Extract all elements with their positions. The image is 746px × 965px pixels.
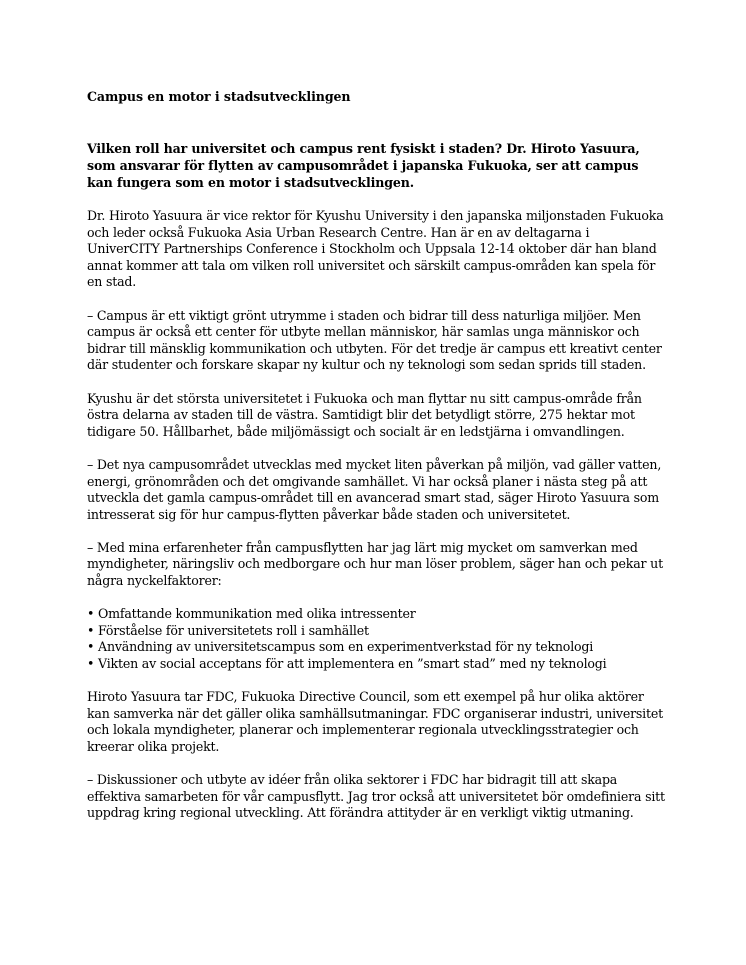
body-paragraph-4: – Det nya campusområdet utvecklas med mycket liten påverkan på miljön, vad gäller vatten, energi, grönområden och det omgivande samhället. Vi har också planer i nästa steg på att utveckla det gamla campus-området till en avancerad smart stad, säger Hiroto Yasuura som intresserat sig för hur campus-flytten påverkar både staden och universitetet. bbox=[87, 456, 662, 522]
body-paragraph-1: Dr. Hiroto Yasuura är vice rektor för Kyushu University i den japanska miljonstaden Fukuoka och leder också Fukuoka Asia Urban Research Centre. Han är en av deltagarna i UniverCITY Partnerships Conference i Stockholm och Uppsala 12-14 oktober där han bland annat kommer att tala om vilken roll universitet och särskilt campus-områden kan spela för en stad. bbox=[87, 208, 664, 290]
list-item: • Förståelse för universitetets roll i samhället bbox=[87, 623, 665, 640]
document-page bbox=[87, 88, 665, 839]
key-factors-list bbox=[87, 606, 665, 672]
list-item: • Vikten av social acceptans för att implementera en ”smart stad” med ny teknologi bbox=[87, 656, 665, 673]
body-paragraph-7: – Diskussioner och utbyte av idéer från olika sektorer i FDC har bidragit till att skapa effektiva samarbeten för vår campusflytt. Jag tror också att universitetet bör omdefiniera sitt uppdrag kring regional utveckling. Att förändra attityder är en verkligt viktig utmaning. bbox=[87, 772, 665, 821]
list-item: • Omfattande kommunikation med olika intressenter bbox=[87, 606, 665, 623]
body-paragraph-3: Kyushu är det största universitetet i Fukuoka och man flyttar nu sitt campus-område från östra delarna av staden till de västra. Samtidigt blir det betydligt större, 275 hektar mot tidigare 50. Hållbarhet, både miljömässigt och socialt är en ledstjärna i omvandlingen. bbox=[87, 390, 642, 439]
body-paragraph-6: Hiroto Yasuura tar FDC, Fukuoka Directive Council, som ett exempel på hur olika aktörer kan samverka när det gäller olika samhällsutmaningar. FDC organiserar industri, universitet och lokala myndigheter, planerar och implementerar regionala utvecklingsstrategier och kreerar olika projekt. bbox=[87, 689, 663, 754]
article-ingress: Vilken roll har universitet och campus rent fysiskt i staden? Dr. Hiroto Yasuura, som ansvarar för flytten av campusområdet i japanska Fukuoka, ser att campus kan fungera som en motor i stadsutvecklingen. bbox=[87, 141, 640, 190]
body-paragraph-2: – Campus är ett viktigt grönt utrymme i staden och bidrar till dess naturliga miljöer. Men campus är också ett center för utbyte mellan människor, här samlas unga människor och bidrar till mänsklig kommunikation och utbyten. För det tredje är campus ett kreativt center där studenter och forskare skapar ny kultur och ny teknologi som sedan sprids till staden. bbox=[87, 307, 662, 373]
body-paragraph-5: – Med mina erfarenheter från campusflytten har jag lärt mig mycket om samverkan med myndigheter, näringsliv och medborgare och hur man löser problem, säger han och pekar ut några nyckelfaktorer: bbox=[87, 539, 663, 589]
article-title: Campus en motor i stadsutvecklingen bbox=[87, 89, 351, 104]
list-item: • Användning av universitetscampus som en experimentverkstad för ny teknologi bbox=[87, 639, 665, 656]
